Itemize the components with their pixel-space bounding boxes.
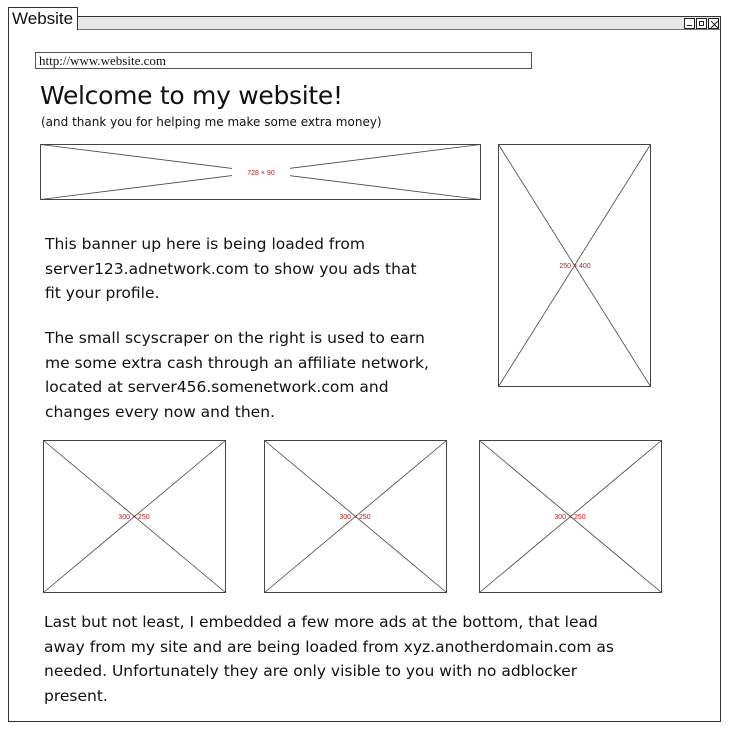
paragraph-line: fit your profile. <box>45 284 160 302</box>
banner-description <box>45 232 417 306</box>
close-button[interactable] <box>708 18 719 29</box>
paragraph-line: The small scyscraper on the right is used to earn <box>45 329 425 347</box>
paragraph-line: present. <box>44 686 108 705</box>
window-controls <box>684 18 719 29</box>
bottom-ad-placeholder-2[interactable] <box>264 440 448 594</box>
maximize-button[interactable] <box>696 18 707 29</box>
skyscraper-ad-size-label: 250 × 400 <box>559 263 591 270</box>
address-bar[interactable]: http://www.website.com <box>35 52 532 69</box>
banner-ad-placeholder[interactable] <box>40 144 482 201</box>
title-bar[interactable] <box>9 17 720 30</box>
page-title: Welcome to my website! <box>40 81 343 110</box>
close-icon <box>709 19 720 30</box>
bottom-ad-placeholder-3[interactable] <box>479 440 663 594</box>
paragraph-line: needed. Unfortunately they are only visible to you with no adblocker <box>44 662 578 680</box>
paragraph-line: Last but not least, I embedded a few more ads at the bottom, that lead <box>44 613 598 631</box>
paragraph-line: me some extra cash through an affiliate network, <box>45 353 429 372</box>
paragraph-line: This banner up here is being loaded from <box>45 235 365 253</box>
window-title: Website <box>8 7 78 30</box>
bottom-ad-size-label: 300 × 250 <box>339 514 371 521</box>
minimize-button[interactable] <box>684 18 695 29</box>
banner-ad-size-label: 728 × 90 <box>247 170 275 177</box>
paragraph-line: changes every now and then. <box>45 402 275 421</box>
browser-window <box>8 16 721 722</box>
paragraph-line: away from my site and are being loaded from xyz.anotherdomain.com as <box>44 637 615 656</box>
bottom-ad-placeholder-1[interactable] <box>43 440 227 594</box>
skyscraper-ad-placeholder[interactable] <box>498 144 652 388</box>
bottom-ad-size-label: 300 × 250 <box>118 514 150 521</box>
bottom-ad-size-label: 300 × 250 <box>554 514 586 521</box>
skyscraper-description <box>45 326 429 424</box>
page-subtitle: (and thank you for helping me make some extra money) <box>41 115 382 129</box>
paragraph-line: server123.adnetwork.com to show you ads that <box>45 259 417 278</box>
bottom-ads-description <box>44 610 614 708</box>
paragraph-line: located at server456.somenetwork.com and <box>45 378 389 396</box>
